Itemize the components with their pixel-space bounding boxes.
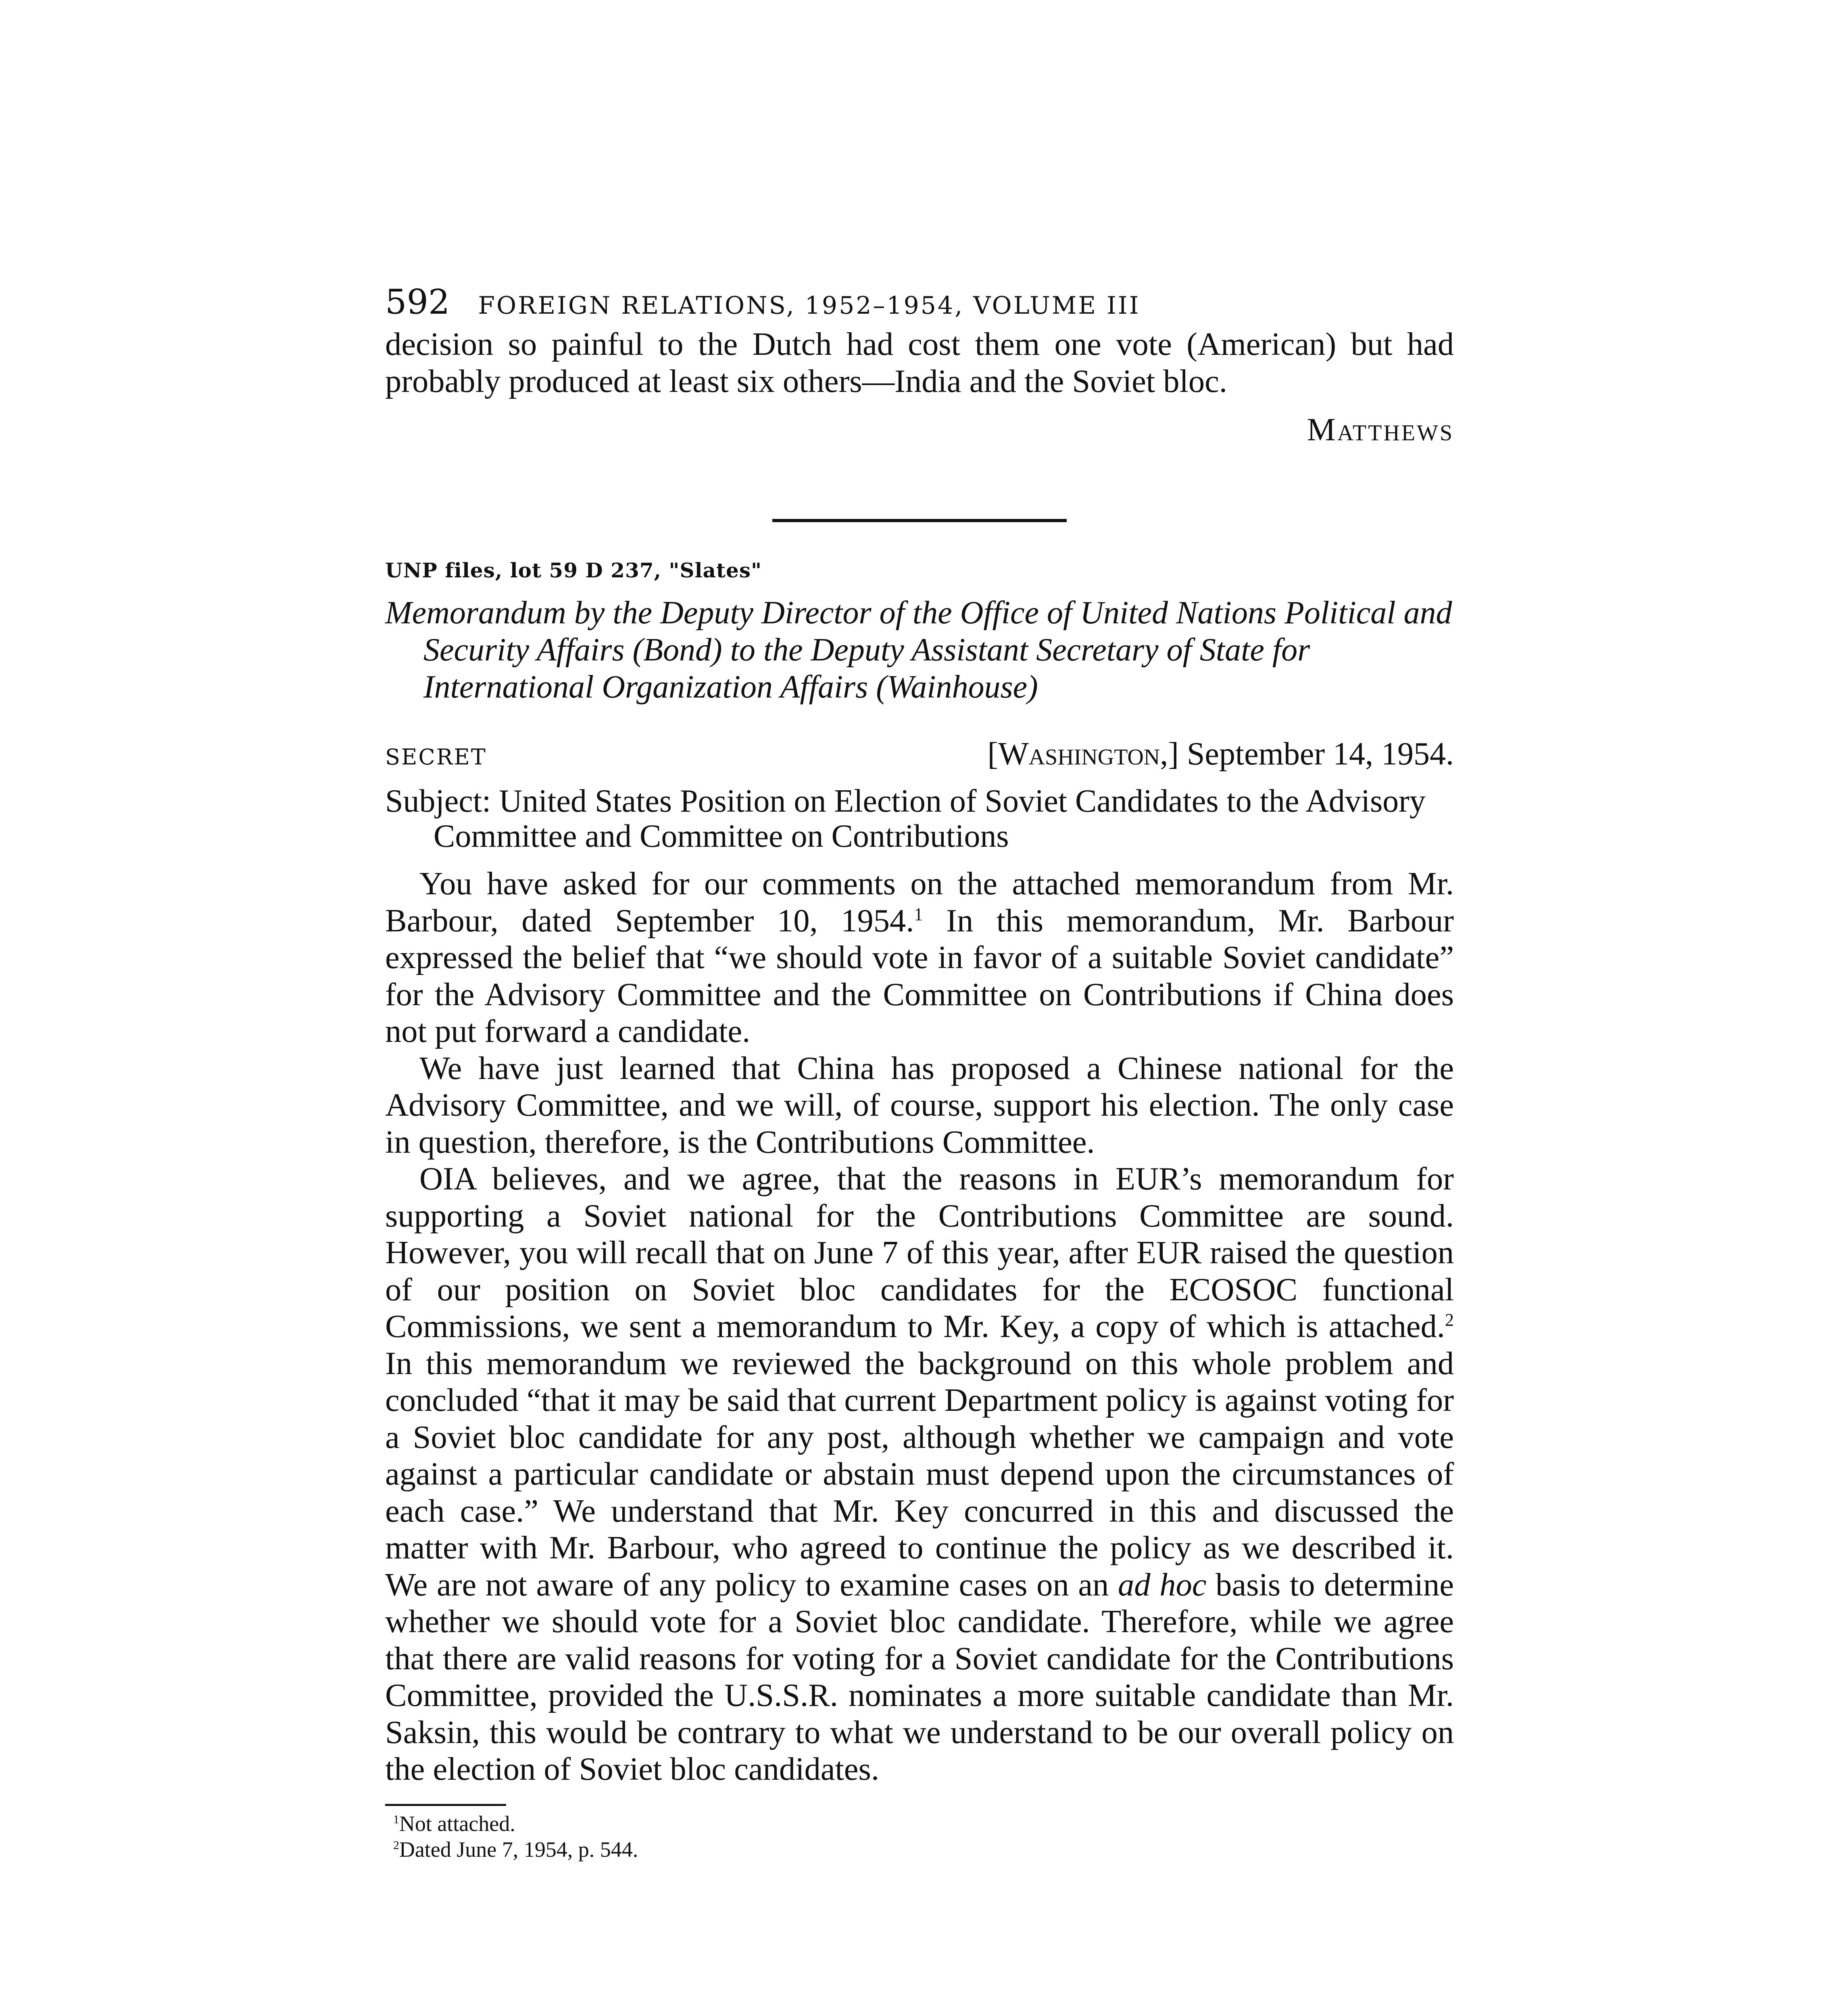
subject-line: Subject: United States Position on Election of Soviet Candidates to the Advisory Committee and Committee on Contributions bbox=[385, 783, 1426, 854]
footnote-text: Dated June 7, 1954, p. 544. bbox=[399, 1837, 638, 1862]
memo-body bbox=[385, 865, 1454, 1788]
source-note: UNP files, lot 59 D 237, "Slates" bbox=[385, 558, 762, 582]
page-number: 592 bbox=[385, 282, 450, 322]
body-paragraph-2: We have just learned that China has proposed a Chinese national for the Advisory Committee, and we will, of course, support his election. The only case in question, therefore, is the Contributions Committee. bbox=[385, 1050, 1454, 1160]
footnote-marker: 1 bbox=[393, 1813, 399, 1826]
running-title: FOREIGN RELATIONS, 1952–1954, VOLUME III bbox=[478, 292, 1141, 320]
footnote-text: Not attached. bbox=[399, 1811, 515, 1836]
footnote-1 bbox=[385, 1811, 1454, 1837]
document-page bbox=[385, 282, 1454, 1862]
footnote-reference: 2 bbox=[1445, 1310, 1454, 1330]
running-head bbox=[385, 282, 1454, 322]
document-date bbox=[987, 736, 1454, 773]
body-paragraph-1 bbox=[385, 865, 1454, 1050]
footnote-reference: 1 bbox=[914, 904, 923, 924]
footnote-rule bbox=[385, 1804, 506, 1806]
date-place: [Washington,] bbox=[987, 736, 1179, 772]
footnote-marker: 2 bbox=[393, 1839, 399, 1852]
classification-label: SECRET bbox=[385, 744, 487, 770]
carryover-paragraph: decision so painful to the Dutch had cost them one vote (American) but had probably produced at least six others—India and the Soviet bloc. bbox=[385, 326, 1454, 399]
footnote-2 bbox=[385, 1837, 1454, 1862]
paragraph-text: In this memorandum, Mr. Barbour expressed the belief that “we should vote in favor of a suitable Soviet candidate” for the Advisory Committee and the Committee on Contributions if China does not put forward a candidate. bbox=[385, 902, 1454, 1049]
section-separator bbox=[772, 519, 1067, 522]
paragraph-text: You have asked for our comments on the attached memorandum from Mr. Barbour, dated September 10, 1954. bbox=[385, 866, 1454, 939]
date-text: September 14, 1954. bbox=[1186, 736, 1454, 772]
dateline bbox=[385, 736, 1454, 773]
signature: Matthews bbox=[1307, 412, 1454, 448]
document-title: Memorandum by the Deputy Director of the Office of United Nations Political and Security Affairs (Bond) to the Deputy Assistant Secretary of State for International Organization Affairs (Wainhouse) bbox=[385, 595, 1452, 705]
italic-term: ad hoc bbox=[1118, 1566, 1207, 1603]
paragraph-text: In this memorandum we reviewed the background on this whole problem and concluded “that it may be said that current Department policy is against voting for a Soviet bloc candidate for any post, although whether we campaign and vote against a particular candidate or abstain must depend upon the circumstances of each case.” We understand that Mr. Key concurred in this and discussed the matter with Mr. Barbour, who agreed to continue the policy as we described it. We are not aware of any policy to examine cases on an bbox=[385, 1345, 1454, 1603]
paragraph-text: basis to determine whether we should vote for a Soviet bloc candidate. Therefore, while we agree that there are valid reasons for voting for a Soviet candidate for the Contributions Committee, provided the U.S.S.R. nominates a more suitable candidate than Mr. Saksin, this would be contrary to what we understand to be our overall policy on the election of Soviet bloc candidates. bbox=[385, 1566, 1454, 1787]
body-paragraph-3 bbox=[385, 1160, 1454, 1788]
paragraph-text: OIA believes, and we agree, that the reasons in EUR’s memorandum for supporting a Soviet national for the Contributions Committee are sound. However, you will recall that on June 7 of this year, after EUR raised the question of our position on Soviet bloc candidates for the ECOSOC functional Commissions, we sent a memorandum to Mr. Key, a copy of which is attached. bbox=[385, 1161, 1454, 1344]
